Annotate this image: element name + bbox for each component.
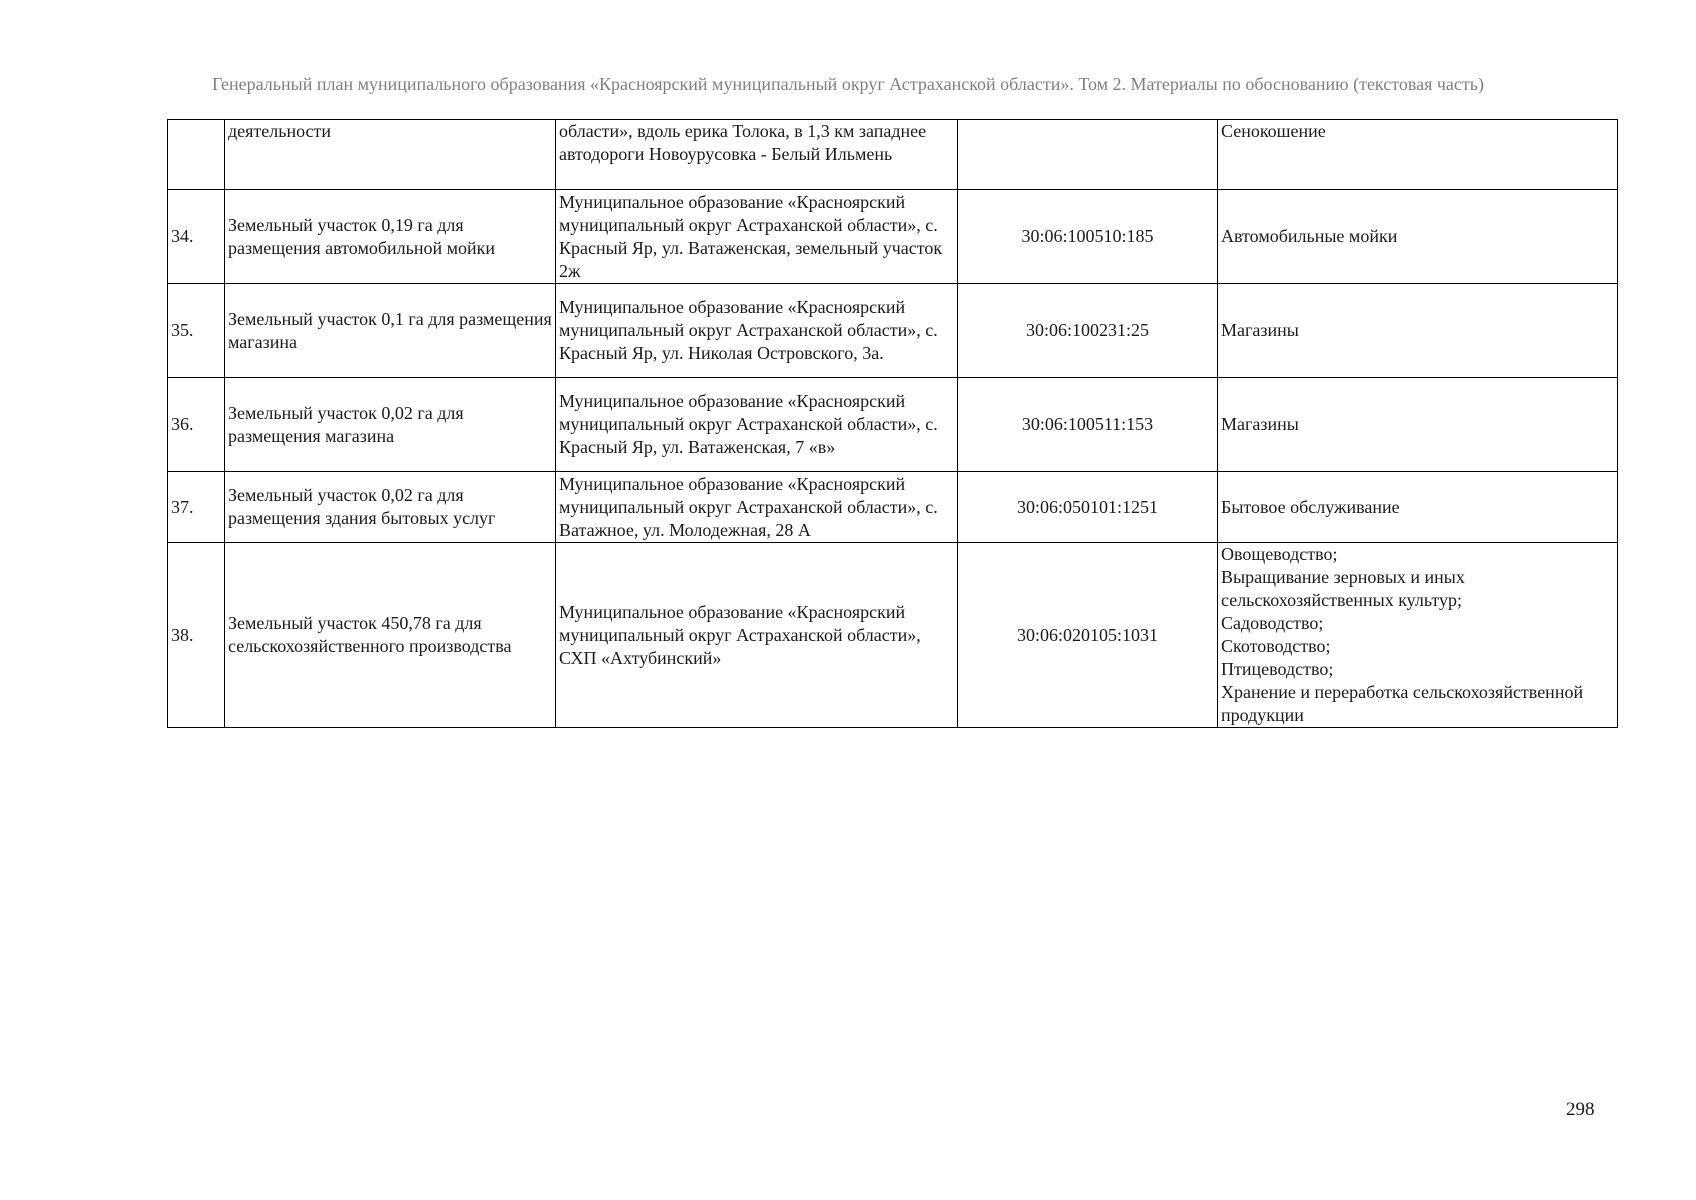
cadastral-number-cell: 30:06:100231:25 — [958, 284, 1218, 378]
address-cell: Муниципальное образование «Красноярский муниципальный округ Астраханской области», с. Ватажное, ул. Молодежная, 28 А — [556, 472, 958, 543]
table-row — [168, 378, 1618, 472]
permitted-use-item: Автомобильные мойки — [1221, 226, 1398, 246]
row-number-cell — [168, 120, 225, 190]
plot-name-cell: Земельный участок 0,19 га для размещения автомобильной мойки — [225, 190, 556, 284]
cadastral-number-cell: 30:06:100510:185 — [958, 190, 1218, 284]
address-cell: Муниципальное образование «Красноярский муниципальный округ Астраханской области», с. Красный Яр, ул. Николая Островского, 3а. — [556, 284, 958, 378]
cadastral-number-cell — [958, 120, 1218, 190]
permitted-use-item: Магазины — [1221, 320, 1299, 340]
table-row — [168, 120, 1618, 190]
page-number: 298 — [1566, 1099, 1595, 1120]
address-cell: области», вдоль ерика Толока, в 1,3 км западнее автодороги Новоурусовка - Белый Ильмень — [556, 120, 958, 190]
permitted-use-item: Магазины — [1221, 414, 1299, 434]
permitted-use-cell — [1218, 378, 1618, 472]
table-row — [168, 284, 1618, 378]
row-number-cell: 36. — [168, 378, 225, 472]
plot-name-cell: Земельный участок 0,02 га для размещения магазина — [225, 378, 556, 472]
permitted-use-cell — [1218, 120, 1618, 190]
plot-name-cell: Земельный участок 0,02 га для размещения здания бытовых услуг — [225, 472, 556, 543]
row-number-cell: 35. — [168, 284, 225, 378]
cadastral-number-cell: 30:06:050101:1251 — [958, 472, 1218, 543]
permitted-use-cell — [1218, 284, 1618, 378]
permitted-use-item: Хранение и переработка сельскохозяйственной продукции — [1221, 682, 1584, 725]
land-plots-table — [167, 119, 1618, 728]
permitted-use-item: Бытовое обслуживание — [1221, 496, 1400, 517]
table-row — [168, 543, 1618, 728]
address-cell: Муниципальное образование «Красноярский муниципальный округ Астраханской области», СХП «Ахтубинский» — [556, 543, 958, 728]
permitted-use-cell — [1218, 190, 1618, 284]
page-header: Генеральный план муниципального образования «Красноярский муниципальный округ Астраханской области». Том 2. Материалы по обоснованию (текстовая часть) — [212, 74, 1484, 94]
permitted-use-item: Скотоводство; — [1221, 636, 1331, 656]
permitted-use-cell — [1218, 543, 1618, 728]
cadastral-number-cell: 30:06:100511:153 — [958, 378, 1218, 472]
address-cell: Муниципальное образование «Красноярский муниципальный округ Астраханской области», с. Красный Яр, ул. Ватаженская, 7 «в» — [556, 378, 958, 472]
table-row — [168, 472, 1618, 543]
plot-name-cell: Земельный участок 0,1 га для размещения магазина — [225, 284, 556, 378]
cadastral-number-cell: 30:06:020105:1031 — [958, 543, 1218, 728]
row-number-cell: 38. — [168, 543, 225, 728]
plot-name-cell: Земельный участок 450,78 га для сельскохозяйственного производства — [225, 543, 556, 728]
table-row — [168, 190, 1618, 284]
row-number-cell: 34. — [168, 190, 225, 284]
permitted-use-item: Овощеводство; — [1221, 544, 1338, 564]
plot-name-cell: деятельности — [225, 120, 556, 190]
permitted-use-cell — [1218, 472, 1618, 543]
permitted-use-item: Птицеводство; — [1221, 659, 1334, 679]
permitted-use-item: Сенокошение — [1221, 121, 1326, 141]
permitted-use-item: Выращивание зерновых и иных сельскохозяйственных культур; — [1221, 567, 1465, 610]
row-number-cell: 37. — [168, 472, 225, 543]
permitted-use-item: Садоводство; — [1221, 613, 1324, 633]
address-cell: Муниципальное образование «Красноярский муниципальный округ Астраханской области», с. Красный Яр, ул. Ватаженская, земельный участок 2ж — [556, 190, 958, 284]
